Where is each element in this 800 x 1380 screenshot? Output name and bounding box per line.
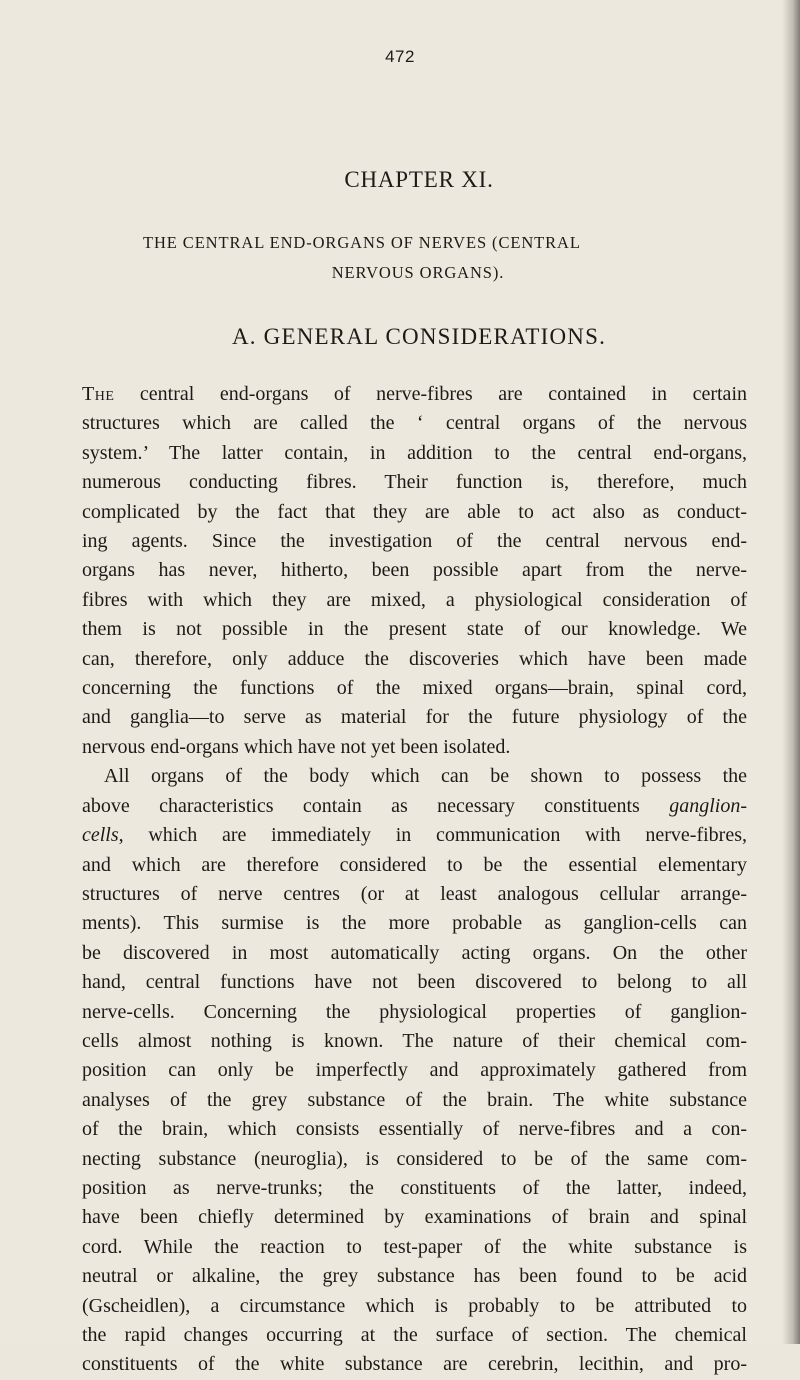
section-heading: A. GENERAL CONSIDERATIONS. (231, 324, 607, 349)
chapter-subtitle (0, 228, 800, 288)
text-line: constituents of the white substance are cerebrin, lecithin, and pro- (82, 1353, 747, 1376)
text-line: have been chiefly determined by examinations of brain and spinal (82, 1206, 747, 1229)
paragraph-2 (82, 762, 747, 1380)
paragraph-1 (82, 380, 747, 762)
text-line: system.’ The latter contain, in addition to the central end-organs, (82, 441, 747, 464)
text-line: the rapid changes occurring at the surface of section. The chemical (82, 1324, 747, 1346)
page-number: 472 (385, 47, 415, 66)
text-line: cells, which are immediately in communication with nerve-fibres, (82, 824, 747, 847)
text-line: structures of nerve centres (or at least analogous cellular arrange- (82, 882, 747, 905)
text-line: hand, central functions have not been discovered to belong to all (82, 971, 747, 994)
text-line: and which are therefore considered to be the essential elementary (82, 853, 747, 876)
text-line: complicated by the fact that they are able to act also as conduct- (82, 500, 747, 523)
page-edge-shadow (782, 0, 800, 1344)
body-text (82, 380, 747, 1380)
text-line: nerve-cells. Concerning the physiological properties of ganglion- (82, 1000, 747, 1023)
text-line: position as nerve-trunks; the constituents of the latter, indeed, (82, 1176, 747, 1199)
text-line: concerning the functions of the mixed organs—brain, spinal cord, (82, 677, 747, 700)
text-line: be discovered in most automatically acting organs. On the other (82, 941, 747, 964)
drop-word: The (82, 383, 115, 405)
text-line: cells almost nothing is known. The nature of their chemical com- (82, 1029, 747, 1052)
text-line: analyses of the grey substance of the brain. The white substance (82, 1088, 747, 1111)
text-line: them is not possible in the present state of our knowledge. We (82, 618, 747, 641)
text-line: cord. While the reaction to test-paper of the white substance is (82, 1235, 747, 1258)
text-line: necting substance (neuroglia), is considered to be of the same com- (82, 1147, 747, 1170)
text-line: of the brain, which consists essentially of nerve-fibres and a con- (82, 1118, 747, 1141)
chapter-subtitle-line-2: NERVOUS ORGANS). (331, 263, 505, 282)
text-line: organs has never, hitherto, been possible apart from the nerve- (82, 559, 747, 582)
text-line: ments). This surmise is the more probable as ganglion-cells can (82, 912, 747, 935)
text-line: ing agents. Since the investigation of the central nervous end- (82, 530, 747, 553)
text-line: (Gscheidlen), a circumstance which is probably to be attributed to (82, 1294, 747, 1317)
text-line: can, therefore, only adduce the discoveries which have been made (82, 647, 747, 670)
text-line: above characteristics contain as necessary constituents ganglion- (82, 794, 747, 817)
text-line: position can only be imperfectly and approximately gathered from (82, 1059, 747, 1082)
text-line: The central end-organs of nerve-fibres are contained in certain (82, 383, 747, 405)
text-line: fibres with which they are mixed, a physiological consideration of (82, 588, 747, 611)
chapter-title: CHAPTER XI. (344, 167, 494, 192)
text-line: structures which are called the ‘ central organs of the nervous (82, 412, 747, 435)
text-line: and ganglia—to serve as material for the future physiology of the (82, 706, 747, 729)
italic-term: ganglion- (669, 794, 747, 817)
text-line: neutral or alkaline, the grey substance has been found to be acid (82, 1265, 747, 1288)
text-line: All organs of the body which can be shown to possess the (104, 765, 747, 788)
text-line: nervous end-organs which have not yet been isolated. (82, 735, 511, 758)
chapter-subtitle-line-1: THE CENTRAL END-ORGANS OF NERVES (CENTRAL (143, 233, 581, 252)
italic-term: cells (82, 824, 119, 847)
text-line: numerous conducting fibres. Their function is, therefore, much (82, 471, 747, 494)
